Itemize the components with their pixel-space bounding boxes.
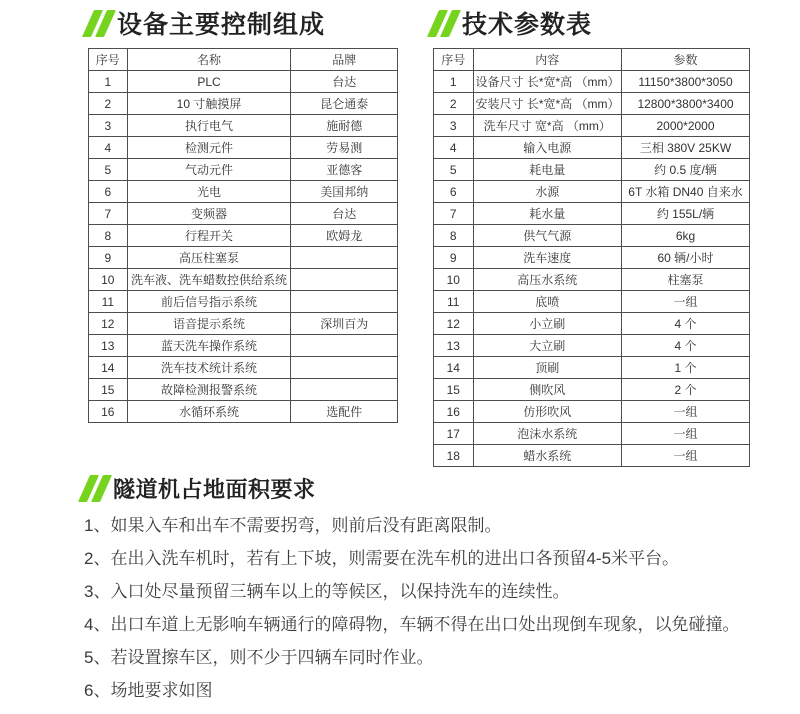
column-header: 参数 bbox=[622, 49, 750, 71]
table-cell: 8 bbox=[89, 225, 128, 247]
table-cell bbox=[291, 357, 398, 379]
table-row bbox=[434, 335, 750, 357]
technical-params-table bbox=[433, 48, 750, 467]
table-cell: 前后信号指示系统 bbox=[127, 291, 291, 313]
table-cell: 2 bbox=[89, 93, 128, 115]
table-cell: 4 bbox=[434, 137, 474, 159]
table-cell: 高压柱塞泵 bbox=[127, 247, 291, 269]
table-cell: 洗车液、洗车蜡数控供给系统 bbox=[127, 269, 291, 291]
table-cell: 耗水量 bbox=[473, 203, 622, 225]
table-cell: 2 bbox=[434, 93, 474, 115]
table-cell: 4 个 bbox=[622, 335, 750, 357]
table-row bbox=[434, 313, 750, 335]
table-cell: 一组 bbox=[622, 401, 750, 423]
table-cell bbox=[291, 291, 398, 313]
table-cell: 10 寸触摸屏 bbox=[127, 93, 291, 115]
table-cell: 13 bbox=[434, 335, 474, 357]
table-cell: 5 bbox=[89, 159, 128, 181]
table-row bbox=[89, 335, 398, 357]
table-row bbox=[434, 379, 750, 401]
table-cell: 深圳百为 bbox=[291, 313, 398, 335]
table-cell: 美国邦纳 bbox=[291, 181, 398, 203]
table-row bbox=[434, 181, 750, 203]
section-title-text: 隧道机占地面积要求 bbox=[113, 476, 316, 502]
table-cell: 15 bbox=[434, 379, 474, 401]
table-cell bbox=[291, 335, 398, 357]
requirements-list bbox=[84, 516, 754, 701]
table-cell: 11 bbox=[89, 291, 128, 313]
requirement-item: 3、入口处尽量预留三辆车以上的等候区，以保持洗车的连续性。 bbox=[84, 582, 570, 601]
table-row bbox=[434, 93, 750, 115]
table-cell: 2 个 bbox=[622, 379, 750, 401]
table-cell: 6kg bbox=[622, 225, 750, 247]
table-cell: 18 bbox=[434, 445, 474, 467]
column-header: 内容 bbox=[473, 49, 622, 71]
requirement-item: 1、如果入车和出车不需要拐弯，则前后没有距离限制。 bbox=[84, 516, 502, 535]
table-row bbox=[434, 269, 750, 291]
table-cell: 7 bbox=[89, 203, 128, 225]
table-cell: 12800*3800*3400 bbox=[622, 93, 750, 115]
table-cell: 顶刷 bbox=[473, 357, 622, 379]
table-row bbox=[89, 71, 398, 93]
column-header: 序号 bbox=[89, 49, 128, 71]
table-cell: 8 bbox=[434, 225, 474, 247]
table-cell: 6 bbox=[89, 181, 128, 203]
table-cell: 执行电气 bbox=[127, 115, 291, 137]
table-row bbox=[89, 203, 398, 225]
table-cell: 1 bbox=[434, 71, 474, 93]
table-cell: 台达 bbox=[291, 71, 398, 93]
column-header: 品牌 bbox=[291, 49, 398, 71]
column-header: 名称 bbox=[127, 49, 291, 71]
table-cell: 4 bbox=[89, 137, 128, 159]
table-cell: 洗车速度 bbox=[473, 247, 622, 269]
table-cell: 选配件 bbox=[291, 401, 398, 423]
table-row bbox=[89, 291, 398, 313]
table-cell: 水源 bbox=[473, 181, 622, 203]
floor-area-requirements-section bbox=[84, 468, 754, 714]
table-cell: 9 bbox=[434, 247, 474, 269]
table-cell: 1 bbox=[89, 71, 128, 93]
table-cell: 行程开关 bbox=[127, 225, 291, 247]
table-cell: 仿形吹风 bbox=[473, 401, 622, 423]
table-cell: 16 bbox=[434, 401, 474, 423]
table-row bbox=[434, 137, 750, 159]
technical-params-title bbox=[433, 4, 750, 42]
table-cell: 9 bbox=[89, 247, 128, 269]
table-row bbox=[434, 423, 750, 445]
floor-area-requirements-title bbox=[84, 468, 754, 508]
double-slash-icon bbox=[88, 10, 110, 37]
section-title-text: 设备主要控制组成 bbox=[117, 11, 326, 39]
table-cell: 检测元件 bbox=[127, 137, 291, 159]
table-cell: 17 bbox=[434, 423, 474, 445]
table-row bbox=[434, 401, 750, 423]
table-cell: 洗车尺寸 宽*高 （mm） bbox=[473, 115, 622, 137]
double-slash-icon bbox=[433, 10, 455, 37]
table-cell: 洗车技术统计系统 bbox=[127, 357, 291, 379]
table-cell: 施耐德 bbox=[291, 115, 398, 137]
double-slash-icon bbox=[84, 475, 106, 502]
table-cell: 3 bbox=[89, 115, 128, 137]
table-cell: 10 bbox=[434, 269, 474, 291]
table-row bbox=[89, 379, 398, 401]
table-cell: 6 bbox=[434, 181, 474, 203]
table-cell: 小立刷 bbox=[473, 313, 622, 335]
table-row bbox=[434, 291, 750, 313]
equipment-control-section bbox=[88, 4, 398, 423]
table-cell: 三相 380V 25KW bbox=[622, 137, 750, 159]
table-cell: 16 bbox=[89, 401, 128, 423]
table-cell: 1 个 bbox=[622, 357, 750, 379]
table-cell: 蓝天洗车操作系统 bbox=[127, 335, 291, 357]
table-cell: 60 辆/小时 bbox=[622, 247, 750, 269]
requirement-item: 4、出口车道上无影响车辆通行的障碍物，车辆不得在出口处出现倒车现象，以免碰撞。 bbox=[84, 615, 740, 634]
requirement-item: 5、若设置擦车区，则不少于四辆车同时作业。 bbox=[84, 648, 434, 667]
equipment-control-title bbox=[88, 4, 398, 42]
table-row bbox=[434, 159, 750, 181]
table-cell: 底喷 bbox=[473, 291, 622, 313]
table-cell: 大立刷 bbox=[473, 335, 622, 357]
table-cell bbox=[291, 379, 398, 401]
table-cell: 亚德客 bbox=[291, 159, 398, 181]
table-cell: 13 bbox=[89, 335, 128, 357]
table-cell: 6T 水箱 DN40 自来水 bbox=[622, 181, 750, 203]
table-cell: 劳易测 bbox=[291, 137, 398, 159]
table-cell: 11 bbox=[434, 291, 474, 313]
table-row bbox=[89, 313, 398, 335]
requirement-item: 6、场地要求如图 bbox=[84, 681, 213, 700]
table-cell: 一组 bbox=[622, 445, 750, 467]
table-row bbox=[89, 247, 398, 269]
equipment-control-table bbox=[88, 48, 398, 423]
table-row bbox=[434, 445, 750, 467]
table-cell: 12 bbox=[434, 313, 474, 335]
table-cell: 设备尺寸 长*宽*高 （mm） bbox=[473, 71, 622, 93]
table-cell: 耗电量 bbox=[473, 159, 622, 181]
header-row bbox=[434, 49, 750, 71]
table-cell: 变频器 bbox=[127, 203, 291, 225]
table-cell: 14 bbox=[89, 357, 128, 379]
table-row bbox=[434, 71, 750, 93]
table-row bbox=[89, 137, 398, 159]
table-cell: 供气气源 bbox=[473, 225, 622, 247]
table-cell: 约 0.5 度/辆 bbox=[622, 159, 750, 181]
table-row bbox=[89, 159, 398, 181]
table-cell: 昆仑通泰 bbox=[291, 93, 398, 115]
table-cell: 故障检测报警系统 bbox=[127, 379, 291, 401]
table-cell: 蜡水系统 bbox=[473, 445, 622, 467]
header-row bbox=[89, 49, 398, 71]
table-cell: 安装尺寸 长*宽*高 （mm） bbox=[473, 93, 622, 115]
table-cell: 光电 bbox=[127, 181, 291, 203]
table-cell: 水循环系统 bbox=[127, 401, 291, 423]
table-cell: 台达 bbox=[291, 203, 398, 225]
table-row bbox=[89, 269, 398, 291]
table-cell: 约 155L/辆 bbox=[622, 203, 750, 225]
table-cell bbox=[291, 247, 398, 269]
table-row bbox=[89, 225, 398, 247]
table-row bbox=[434, 225, 750, 247]
table-cell: 欧姆龙 bbox=[291, 225, 398, 247]
table-cell: 柱塞泵 bbox=[622, 269, 750, 291]
table-cell: 15 bbox=[89, 379, 128, 401]
table-cell: 输入电源 bbox=[473, 137, 622, 159]
table-cell: 2000*2000 bbox=[622, 115, 750, 137]
table-cell: 7 bbox=[434, 203, 474, 225]
table-row bbox=[434, 247, 750, 269]
section-title-text: 技术参数表 bbox=[462, 11, 593, 39]
table-cell: 4 个 bbox=[622, 313, 750, 335]
table-row bbox=[434, 357, 750, 379]
table-cell: 一组 bbox=[622, 423, 750, 445]
table-cell: 语音提示系统 bbox=[127, 313, 291, 335]
requirement-item: 2、在出入洗车机时，若有上下坡，则需要在洗车机的进出口各预留4-5米平台。 bbox=[84, 549, 680, 568]
table-cell: 12 bbox=[89, 313, 128, 335]
column-header: 序号 bbox=[434, 49, 474, 71]
table-cell: 3 bbox=[434, 115, 474, 137]
table-row bbox=[434, 203, 750, 225]
table-cell bbox=[291, 269, 398, 291]
table-cell: PLC bbox=[127, 71, 291, 93]
table-row bbox=[89, 181, 398, 203]
table-row bbox=[89, 93, 398, 115]
table-cell: 高压水系统 bbox=[473, 269, 622, 291]
table-cell: 泡沫水系统 bbox=[473, 423, 622, 445]
table-cell: 侧吹风 bbox=[473, 379, 622, 401]
table-cell: 11150*3800*3050 bbox=[622, 71, 750, 93]
table-row bbox=[89, 115, 398, 137]
table-row bbox=[434, 115, 750, 137]
table-cell: 10 bbox=[89, 269, 128, 291]
table-row bbox=[89, 401, 398, 423]
table-row bbox=[89, 357, 398, 379]
table-cell: 一组 bbox=[622, 291, 750, 313]
technical-params-section bbox=[433, 4, 750, 467]
table-cell: 14 bbox=[434, 357, 474, 379]
table-cell: 气动元件 bbox=[127, 159, 291, 181]
table-cell: 5 bbox=[434, 159, 474, 181]
